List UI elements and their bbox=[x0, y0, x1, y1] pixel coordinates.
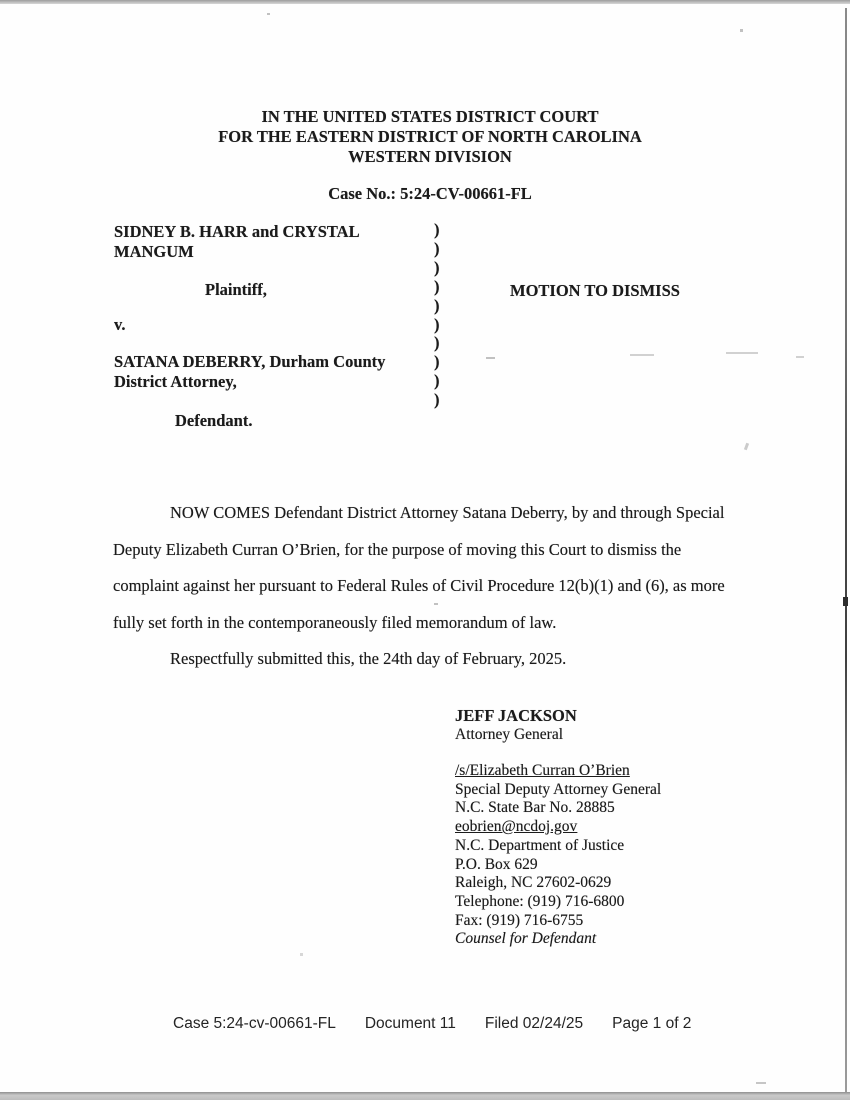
footer-document: Document 11 bbox=[364, 1015, 456, 1032]
defendant-name-line1: SATANA DEBERRY, Durham County bbox=[114, 352, 386, 371]
counsel-line: Counsel for Defendant bbox=[455, 930, 597, 948]
defendant-name-line2: District Attorney, bbox=[114, 372, 237, 391]
submission-line: Respectfully submitted this, the 24th day of February, 2025. bbox=[170, 649, 567, 668]
case-number: Case No.: 5:24-CV-00661-FL bbox=[328, 184, 532, 203]
telephone: Telephone: (919) 716-6800 bbox=[455, 892, 625, 910]
footer-page: Page 1 of 2 bbox=[612, 1015, 692, 1032]
signer-email: eobrien@ncdoj.gov bbox=[455, 818, 578, 836]
scan-edge-right bbox=[845, 8, 847, 1092]
attorney-general-name: JEFF JACKSON bbox=[455, 706, 577, 725]
paren-mark: ) bbox=[434, 295, 440, 315]
scan-edge-top bbox=[0, 0, 850, 4]
plaintiff-label: Plaintiff, bbox=[205, 280, 267, 299]
caption-paren-column bbox=[434, 221, 440, 410]
plaintiff-name-line2: MANGUM bbox=[114, 242, 194, 261]
city-state-zip: Raleigh, NC 27602-0629 bbox=[455, 874, 612, 892]
signer-title: Special Deputy Attorney General bbox=[455, 780, 662, 798]
body-line: Deputy Elizabeth Curran O’Brien, for the purpose of moving this Court to dismiss the bbox=[113, 539, 682, 559]
paren-mark: ) bbox=[434, 371, 440, 391]
defendant-label: Defendant. bbox=[175, 411, 253, 430]
scan-speck bbox=[740, 29, 743, 32]
scan-artifact bbox=[843, 597, 848, 606]
scan-speck bbox=[796, 356, 804, 358]
document-title: MOTION TO DISMISS bbox=[510, 281, 680, 300]
scan-speck bbox=[630, 354, 654, 356]
attorney-general-title: Attorney General bbox=[455, 725, 564, 743]
scan-speck bbox=[744, 443, 749, 451]
paren-mark: ) bbox=[434, 390, 440, 410]
paren-mark: ) bbox=[434, 257, 440, 277]
body-line: complaint against her pursuant to Federal Rules of Civil Procedure 12(b)(1) and (6), as more bbox=[113, 576, 725, 596]
fax: Fax: (919) 716-6755 bbox=[455, 911, 584, 929]
paren-mark: ) bbox=[434, 238, 440, 258]
versus: v. bbox=[114, 315, 126, 334]
po-box: P.O. Box 629 bbox=[455, 855, 538, 873]
signature-block bbox=[455, 762, 661, 949]
court-division: WESTERN DIVISION bbox=[348, 147, 512, 166]
footer-filed: Filed 02/24/25 bbox=[484, 1015, 584, 1032]
ecf-footer-stamp bbox=[173, 1015, 691, 1033]
bar-number: N.C. State Bar No. 28885 bbox=[455, 799, 615, 817]
paren-mark: ) bbox=[434, 333, 440, 353]
paren-mark: ) bbox=[434, 314, 440, 334]
scan-speck bbox=[486, 357, 495, 359]
plaintiff-name-line1: SIDNEY B. HARR and CRYSTAL bbox=[114, 222, 360, 241]
scan-speck bbox=[267, 13, 270, 15]
scan-speck bbox=[756, 1082, 766, 1084]
paren-mark: ) bbox=[434, 352, 440, 372]
paren-mark: ) bbox=[434, 220, 440, 239]
paren-mark: ) bbox=[434, 276, 440, 296]
scan-speck bbox=[726, 352, 758, 354]
signature-line: /s/Elizabeth Curran O’Brien bbox=[455, 762, 630, 779]
body-paragraph bbox=[113, 502, 755, 648]
department: N.C. Department of Justice bbox=[455, 836, 625, 854]
scan-edge-bottom bbox=[0, 1092, 850, 1100]
attorney-general-block bbox=[455, 707, 577, 744]
body-line: fully set forth in the contemporaneously filed memorandum of law. bbox=[113, 612, 557, 632]
scan-speck bbox=[300, 953, 303, 956]
court-header bbox=[10, 107, 850, 167]
footer-case: Case 5:24-cv-00661-FL bbox=[173, 1015, 336, 1032]
court-name-line2: FOR THE EASTERN DISTRICT OF NORTH CAROLINA bbox=[218, 127, 642, 146]
body-line: NOW COMES Defendant District Attorney Satana Deberry, by and through Special bbox=[170, 503, 725, 522]
court-name-line1: IN THE UNITED STATES DISTRICT COURT bbox=[261, 107, 599, 126]
